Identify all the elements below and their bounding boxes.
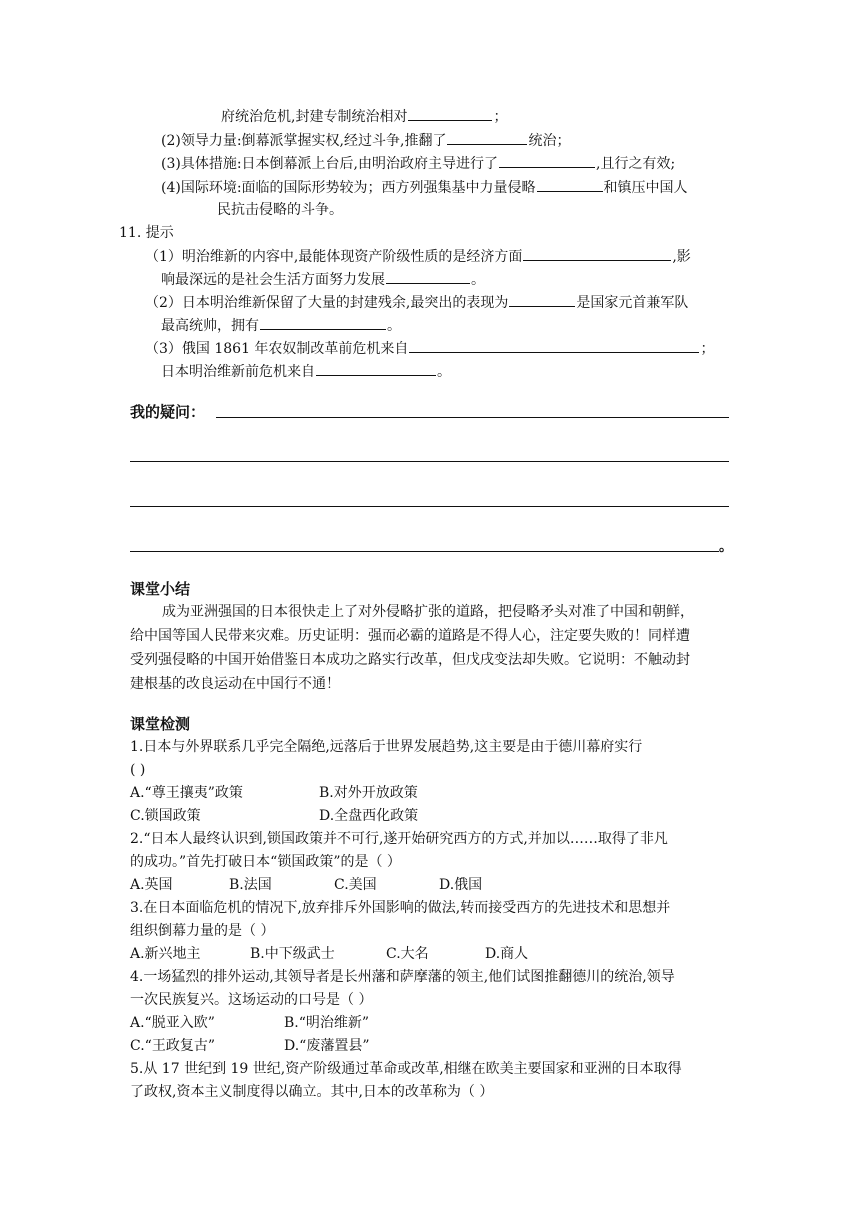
question-5-text-cont: 了政权,资本主义制度得以确立。其中,日本的改革称为（ ） xyxy=(130,1084,494,1100)
s11-line-5: （3）俄国 1861 年农奴制改革前危机来自 ； xyxy=(145,338,714,359)
question-3-text: 3.在日本面临危机的情况下,放弃排斥外国影响的做法,转而接受西方的先进技术和思想并 xyxy=(130,900,671,916)
q3-option-d: D.商人 xyxy=(485,946,529,962)
q1-option-d: D.全盘西化政策 xyxy=(319,808,419,824)
answer-blank[interactable] xyxy=(509,292,575,307)
q4-option-d: D.“废藩置县” xyxy=(284,1038,370,1054)
s11-line-3: （2）日本明治维新保留了大量的封建残余,最突出的表现为 是国家元首兼军队 xyxy=(145,292,688,313)
answer-blank[interactable] xyxy=(409,338,699,353)
s11-line-1: （1）明治维新的内容中,最能体现资产阶级性质的是经济方面 ,影 xyxy=(145,246,691,267)
summary-line: 受列强侵略的中国开始借鉴日本成功之路实行改革，但戊戌变法却失败。它说明：不触动封 xyxy=(130,652,690,668)
summary-line: 建根基的改良运动在中国行不通！ xyxy=(130,676,340,692)
s11-line-6: 日本明治维新前危机来自 。 xyxy=(161,361,451,382)
q3-option-a: A.新兴地主 xyxy=(130,946,201,962)
q2-option-b: B.法国 xyxy=(229,877,272,893)
answer-blank[interactable] xyxy=(537,177,603,192)
q1-option-b: B.对外开放政策 xyxy=(319,785,418,801)
answer-blank[interactable] xyxy=(408,106,492,121)
answer-blank[interactable] xyxy=(386,269,470,284)
s10-line-5: 民抗击侵略的斗争。 xyxy=(217,202,343,218)
my-questions-label: 我的疑问： xyxy=(130,403,206,421)
s10-line-1: 府统治危机,封建专制统治相对 ； xyxy=(221,106,507,127)
answer-blank[interactable] xyxy=(316,361,436,376)
test-title: 课堂检测 xyxy=(130,715,191,733)
summary-line: 给中国等国人民带来灾难。历史证明：强而必霸的道路是不得人心，注定要失败的！同样遭 xyxy=(130,628,690,644)
answer-blank[interactable] xyxy=(523,246,671,261)
answer-blank[interactable] xyxy=(447,130,527,145)
question-2-text: 2.“日本人最终认识到,锁国政策并不可行,遂开始研究西方的方式,并加以……取得了非凡 xyxy=(130,831,668,847)
question-1-text: 1.日本与外界联系几乎完全隔绝,远落后于世界发展趋势,这主要是由于德川幕府实行 xyxy=(130,739,643,755)
summary-title: 课堂小结 xyxy=(130,580,191,598)
q1-option-a: A.“尊王攘夷”政策 xyxy=(130,785,243,801)
s11-title: 11. 提示 xyxy=(119,225,174,241)
q4-option-c: C.“王政复古” xyxy=(130,1038,215,1054)
s11-line-4: 最高统帅，拥有 。 xyxy=(161,315,401,336)
q4-option-a: A.“脱亚入欧” xyxy=(130,1015,215,1031)
q3-option-b: B.中下级武士 xyxy=(250,946,335,962)
s11-line-2: 响最深远的是社会生活方面努力发展 。 xyxy=(161,269,485,290)
summary-line: 成为亚洲强国的日本很快走上了对外侵略扩张的道路，把侵略矛头对准了中国和朝鲜， xyxy=(162,604,694,620)
question-4-text-cont: 一次民族复兴。这场运动的口号是（ ） xyxy=(130,992,373,1008)
question-5-text: 5.从 17 世纪到 19 世纪,资产阶级通过革命或改革,相继在欧美主要国家和亚洲的日本取得 xyxy=(130,1061,682,1077)
s10-line-4: (4)国际环境:面临的国际形势较为；西方列强集基中力量侵略 和镇压中国人 xyxy=(161,177,688,198)
question-line[interactable] xyxy=(130,551,719,552)
q2-option-c: C.美国 xyxy=(334,877,377,893)
answer-blank[interactable] xyxy=(499,153,595,168)
question-4-text: 4.一场猛烈的排外运动,其领导者是长州藩和萨摩藩的领主,他们试图推翻德川的统治,领导 xyxy=(130,969,675,985)
s10-line-2: (2)领导力量:倒幕派掌握实权,经过斗争,推翻了 统治； xyxy=(161,130,570,151)
question-end-mark: 。 xyxy=(719,539,733,555)
question-line[interactable] xyxy=(130,506,729,507)
s10-line-3: (3)具体措施:日本倒幕派上台后,由明治政府主导进行了 ,且行之有效; xyxy=(161,153,675,174)
q1-option-c: C.锁国政策 xyxy=(130,808,201,824)
question-line[interactable] xyxy=(216,417,729,418)
question-line[interactable] xyxy=(130,461,729,462)
q2-option-a: A.英国 xyxy=(130,877,173,893)
answer-blank[interactable] xyxy=(260,315,386,330)
q2-option-d: D.俄国 xyxy=(439,877,483,893)
question-2-text-cont: 的成功。”首先打破日本“锁国政策”的是（ ） xyxy=(130,854,401,870)
q4-option-b: B.“明治维新” xyxy=(284,1015,370,1031)
question-1-paren: ( ) xyxy=(130,762,146,778)
q3-option-c: C.大名 xyxy=(386,946,429,962)
question-3-text-cont: 组织倒幕力量的是（ ） xyxy=(130,923,275,939)
